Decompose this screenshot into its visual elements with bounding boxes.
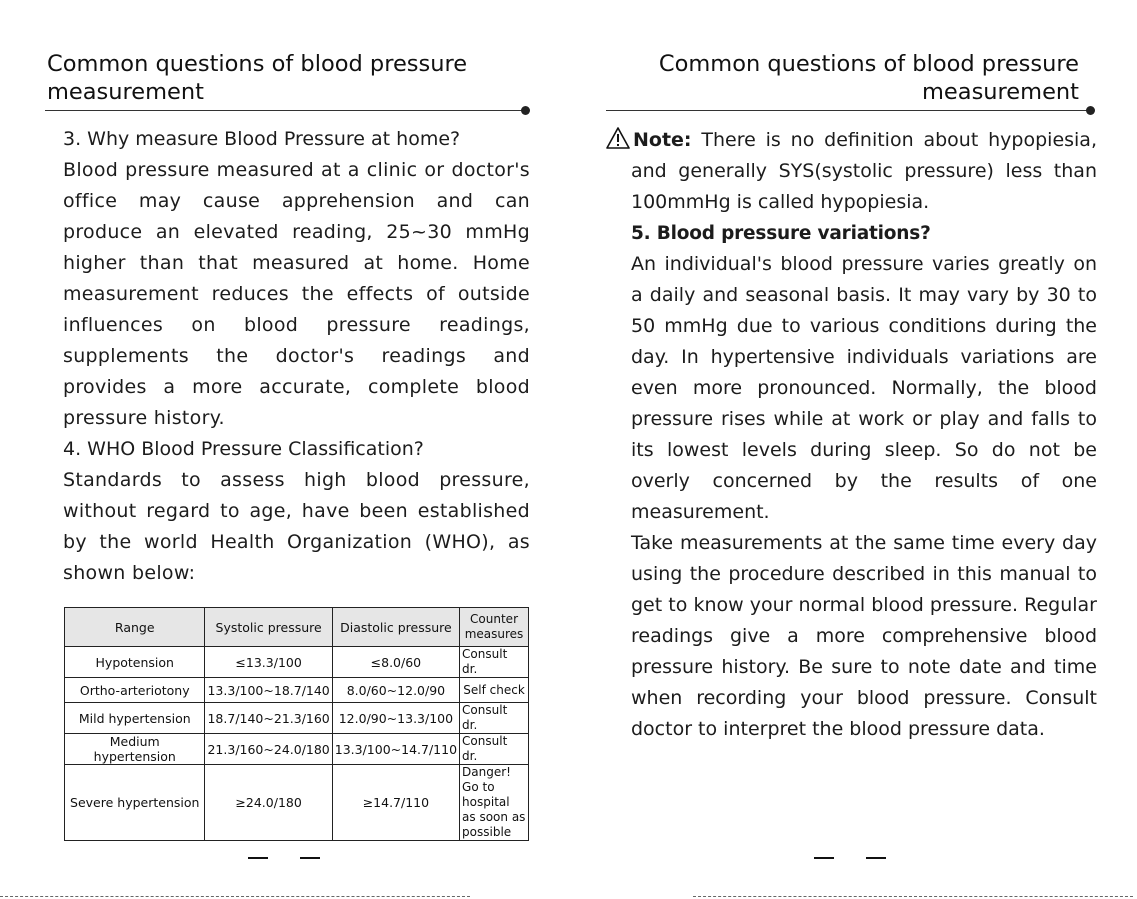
note-text: There is no definition about hypopiesia, and generally SYS(systolic pressure) less than 100mmHg is called hypopiesia. (631, 129, 1097, 213)
warning-triangle-icon (606, 127, 630, 149)
right-heading-rule (606, 110, 1091, 111)
bottom-edge-line (0, 896, 470, 898)
left-rule-dot (521, 106, 530, 115)
left-page (0, 0, 560, 899)
cell-range: Hypotension (65, 647, 205, 678)
right-heading-line2: measurement (922, 79, 1079, 105)
page-marker-dash (248, 857, 268, 859)
table-row (65, 765, 529, 841)
right-rule-dot (1086, 106, 1095, 115)
cell-counter: Danger! Go to hospital as soon as possible (460, 765, 529, 841)
cell-diastolic: 8.0/60~12.0/90 (332, 678, 459, 703)
page-marker-dash (300, 857, 320, 859)
cell-counter: Consult dr. (460, 647, 529, 678)
note-paragraph (631, 125, 1097, 218)
table-header-row (65, 608, 529, 647)
cell-range: Ortho-arteriotony (65, 678, 205, 703)
header-diastolic: Diastolic pressure (332, 608, 459, 647)
table-row (65, 734, 529, 765)
question-4-title: 4. WHO Blood Pressure Classification? (63, 438, 424, 460)
cell-diastolic: 12.0/90~13.3/100 (332, 703, 459, 734)
cell-range: Mild hypertension (65, 703, 205, 734)
right-heading-line1: Common questions of blood pressure (658, 51, 1079, 77)
question-4-body: Standards to assess high blood pressure, without regard to age, have been established by the world Health Organization (WHO), as shown below: (63, 469, 530, 584)
left-heading-line2: measurement (47, 79, 204, 105)
header-systolic: Systolic pressure (205, 608, 332, 647)
cell-counter: Self check (460, 678, 529, 703)
left-heading-line1: Common questions of blood pressure (47, 51, 468, 77)
page-marker-dash (814, 857, 834, 859)
cell-systolic: 21.3/160~24.0/180 (205, 734, 332, 765)
header-counter-measures: Counter measures (460, 608, 529, 647)
cell-diastolic: ≤8.0/60 (332, 647, 459, 678)
cell-range: Severe hypertension (65, 765, 205, 841)
left-page-heading (47, 50, 467, 106)
cell-diastolic: 13.3/100~14.7/110 (332, 734, 459, 765)
right-page (568, 0, 1137, 899)
left-body (63, 124, 530, 589)
cell-systolic: 18.7/140~21.3/160 (205, 703, 332, 734)
cell-range: Medium hypertension (65, 734, 205, 765)
question-3-body: Blood pressure measured at a clinic or doctor's office may cause apprehension and can produce an elevated reading, 25~30 mmHg higher than that measured at home. Home measurement reduces the effects of outside influences on blood pressure readings, supplements the doctor's readings and provides a more accurate, complete blood pressure history. (63, 159, 530, 429)
table-row (65, 647, 529, 678)
cell-systolic: ≤13.3/100 (205, 647, 332, 678)
table-row (65, 678, 529, 703)
cell-counter: Consult dr. (460, 734, 529, 765)
left-heading-rule (45, 110, 525, 111)
page-marker-dash (866, 857, 886, 859)
cell-systolic: 13.3/100~18.7/140 (205, 678, 332, 703)
question-5-title: 5. Blood pressure variations? (631, 223, 931, 244)
note-label: Note: (633, 129, 692, 151)
question-5-body-1: An individual's blood pressure varies greatly on a daily and seasonal basis. It may vary by 30 to 50 mmHg due to various conditions during the day. In hypertensive individuals variations are even more pronounced. Normally, the blood pressure rises while at work or play and falls to its lowest levels during sleep. So do not be overly concerned by the results of one measurement. (631, 253, 1097, 523)
cell-counter: Consult dr. (460, 703, 529, 734)
right-body (631, 125, 1097, 745)
who-classification-table (64, 607, 529, 841)
header-range: Range (65, 608, 205, 647)
cell-systolic: ≥24.0/180 (205, 765, 332, 841)
question-3-title: 3. Why measure Blood Pressure at home? (63, 128, 461, 150)
bottom-edge-line (693, 896, 1133, 898)
table-row (65, 703, 529, 734)
question-5-body-2: Take measurements at the same time every day using the procedure described in this manual to get to know your normal blood pressure. Regular readings give a more comprehensive blood pressure history. Be sure to note date and time when recording your blood pressure. Consult doctor to interpret the blood pressure data. (631, 532, 1097, 740)
right-page-heading (659, 50, 1079, 106)
cell-diastolic: ≥14.7/110 (332, 765, 459, 841)
